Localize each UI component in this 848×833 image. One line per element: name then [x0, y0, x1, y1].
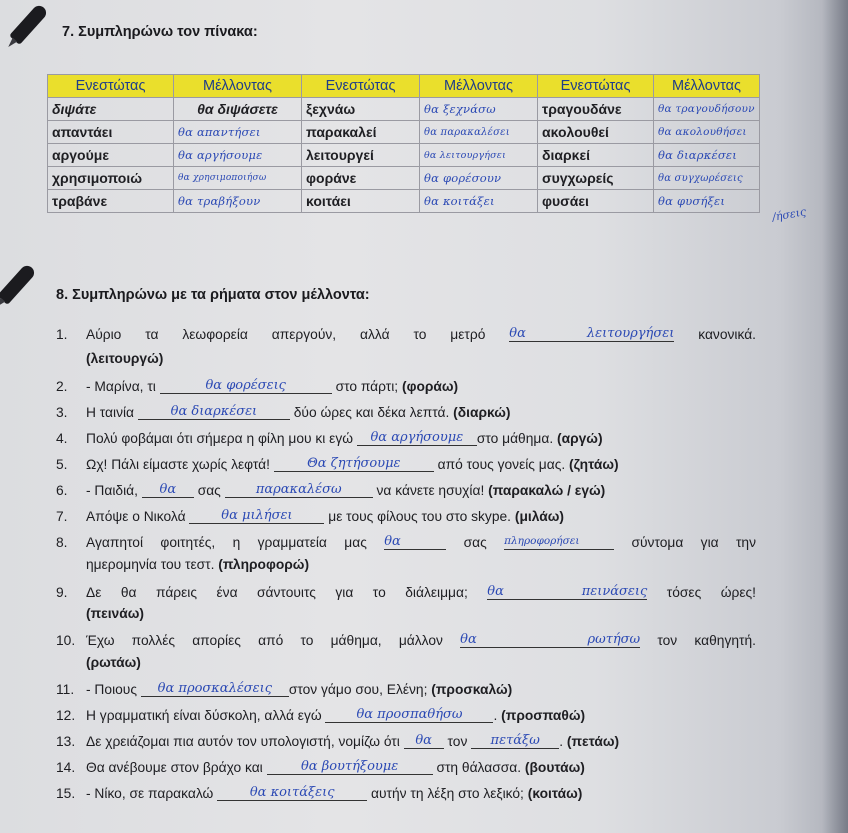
handwritten-answer: θα αργήσουμε [174, 144, 302, 167]
header-present: Ενεστώτας [302, 75, 420, 98]
list-item-continuation: (πεινάω) [86, 606, 144, 621]
handwritten-answer: θα τραβήξουν [174, 190, 302, 213]
table-row [48, 190, 760, 213]
table-row [48, 98, 760, 121]
handwritten-answer: θα συγχωρέσεις [654, 167, 760, 190]
list-item: 9. Δε θα πάρεις ένα σάντουιτς για το διάλειμμα; θα πεινάσεις τόσες ώρες! [56, 584, 756, 600]
list-item: 10. Έχω πολλές απορίες από το μάθημα, μάλλον θα ρωτήσω τον καθηγητή. [56, 632, 756, 648]
list-item-continuation: (ρωτάω) [86, 655, 141, 670]
list-item: 5. Ωχ! Πάλι είμαστε χωρίς λεφτά! Θα ζητήσουμε από τους γονείς μας. (ζητάω) [56, 456, 619, 472]
answer-blank: θα λειτουργήσει [509, 326, 675, 341]
list-item-continuation: ημερομηνία του τεστ. (πληροφορώ) [86, 557, 310, 572]
list-item: 2. - Μαρίνα, τι θα φορέσεις στο πάρτι; (φοράω) [56, 378, 459, 394]
table-row [48, 121, 760, 144]
verb-table [47, 74, 760, 213]
table-cell: φοράνε [302, 167, 420, 190]
pen-icon [0, 263, 37, 305]
list-item: 14. Θα ανέβουμε στον βράχο και θα βουτήξουμε στη θάλασσα. (βουτάω) [56, 759, 585, 775]
answer-blank: θα πεινάσεις [487, 584, 648, 599]
answer-blank: θα προσπαθήσω [325, 707, 493, 723]
handwritten-answer: θα παρακαλέσει [420, 121, 538, 144]
handwritten-answer: θα απαντήσει [174, 121, 302, 144]
table-cell: τραγουδάνε [538, 98, 654, 121]
handwritten-answer: θα ακολουθήσει [654, 121, 760, 144]
table-cell: κοιτάει [302, 190, 420, 213]
header-future: Μέλλοντας [654, 75, 760, 98]
list-item: 13. Δε χρειάζομαι πια αυτόν τον υπολογιστή, νομίζω ότι θα τον πετάξω . (πετάω) [56, 733, 620, 749]
answer-blank: πληροφορήσει [504, 534, 614, 550]
handwritten-answer: θα κοιτάξει [420, 190, 538, 213]
exercise-8-title: 8. Συμπληρώνω με τα ρήματα στον μέλλοντα: [56, 287, 370, 303]
exercise-7-title: 7. Συμπληρώνω τον πίνακα: [62, 24, 258, 40]
answer-blank: Θα ζητήσουμε [274, 456, 434, 472]
table-cell: αργούμε [48, 144, 174, 167]
page-edge-shadow [822, 0, 848, 833]
handwritten-overflow-note: /ήσεις [771, 205, 808, 224]
answer-blank: θα προσκαλέσεις [141, 681, 289, 697]
header-present: Ενεστώτας [48, 75, 174, 98]
header-future: Μέλλοντας [420, 75, 538, 98]
answer-blank: θα μιλήσει [189, 508, 324, 524]
header-present: Ενεστώτας [538, 75, 654, 98]
table-cell: ξεχνάω [302, 98, 420, 121]
list-item: 12. Η γραμματική είναι δύσκολη, αλλά εγώ θα προσπαθήσω . (προσπαθώ) [56, 707, 586, 723]
table-cell: διαρκεί [538, 144, 654, 167]
header-future: Μέλλοντας [174, 75, 302, 98]
list-item: 11. - Ποιους θα προσκαλέσεις στον γάμο σου, Ελένη; (προσκαλώ) [56, 681, 513, 697]
answer-blank: θα [142, 482, 194, 498]
list-item: 7. Απόψε ο Νικολά θα μιλήσει με τους φίλους του στο skype. (μιλάω) [56, 508, 564, 524]
answer-blank: θα ρωτήσω [460, 632, 641, 647]
table-cell: θα διψάσετε [174, 98, 302, 121]
table-cell: ακολουθεί [538, 121, 654, 144]
table-cell: τραβάνε [48, 190, 174, 213]
table-cell: απαντάει [48, 121, 174, 144]
handwritten-answer: θα λειτουργήσει [420, 144, 538, 167]
pen-icon [9, 3, 49, 45]
table-row [48, 144, 760, 167]
table-header-row [48, 75, 760, 98]
answer-blank: θα αργήσουμε [357, 430, 477, 446]
answer-blank: παρακαλέσω [225, 482, 373, 498]
list-item: 1. Αύριο τα λεωφορεία απεργούν, αλλά το μετρό θα λειτουργήσει κανονικά. [56, 326, 756, 342]
list-item-continuation: (λειτουργώ) [86, 351, 164, 366]
list-item: 3. Η ταινία θα διαρκέσει δύο ώρες και δέκα λεπτά. (διαρκώ) [56, 404, 511, 420]
handwritten-answer: θα ξεχνάσω [420, 98, 538, 121]
handwritten-answer: θα φυσήξει [654, 190, 760, 213]
table-cell: χρησιμοποιώ [48, 167, 174, 190]
answer-blank: θα φορέσεις [160, 378, 332, 394]
answer-blank: θα κοιτάξεις [217, 785, 367, 801]
table-cell: διψάτε [48, 98, 174, 121]
answer-blank: πετάξω [471, 733, 559, 749]
answer-blank: θα βουτήξουμε [267, 759, 433, 775]
list-item: 4. Πολύ φοβάμαι ότι σήμερα η φίλη μου κι εγώ θα αργήσουμε στο μάθημα. (αργώ) [56, 430, 603, 446]
table-row [48, 167, 760, 190]
answer-blank: θα διαρκέσει [138, 404, 290, 420]
table-cell: λειτουργεί [302, 144, 420, 167]
handwritten-answer: θα χρησιμοποιήσω [174, 167, 302, 190]
handwritten-answer: θα διαρκέσει [654, 144, 760, 167]
answer-blank: θα [404, 733, 444, 749]
table-cell: φυσάει [538, 190, 654, 213]
table-cell: συγχωρείς [538, 167, 654, 190]
answer-blank: θα [384, 534, 446, 550]
list-item: 8. Αγαπητοί φοιτητές, η γραμματεία μας θα σας πληροφορήσει σύντομα για την [56, 534, 756, 550]
list-item: 15. - Νίκο, σε παρακαλώ θα κοιτάξεις αυτήν τη λέξη στο λεξικό; (κοιτάω) [56, 785, 583, 801]
handwritten-answer: θα φορέσουν [420, 167, 538, 190]
table-cell: παρακαλεί [302, 121, 420, 144]
list-item: 6. - Παιδιά, θα σας παρακαλέσω να κάνετε ησυχία! (παρακαλώ / εγώ) [56, 482, 606, 498]
handwritten-answer: θα τραγουδήσουν [654, 98, 760, 121]
